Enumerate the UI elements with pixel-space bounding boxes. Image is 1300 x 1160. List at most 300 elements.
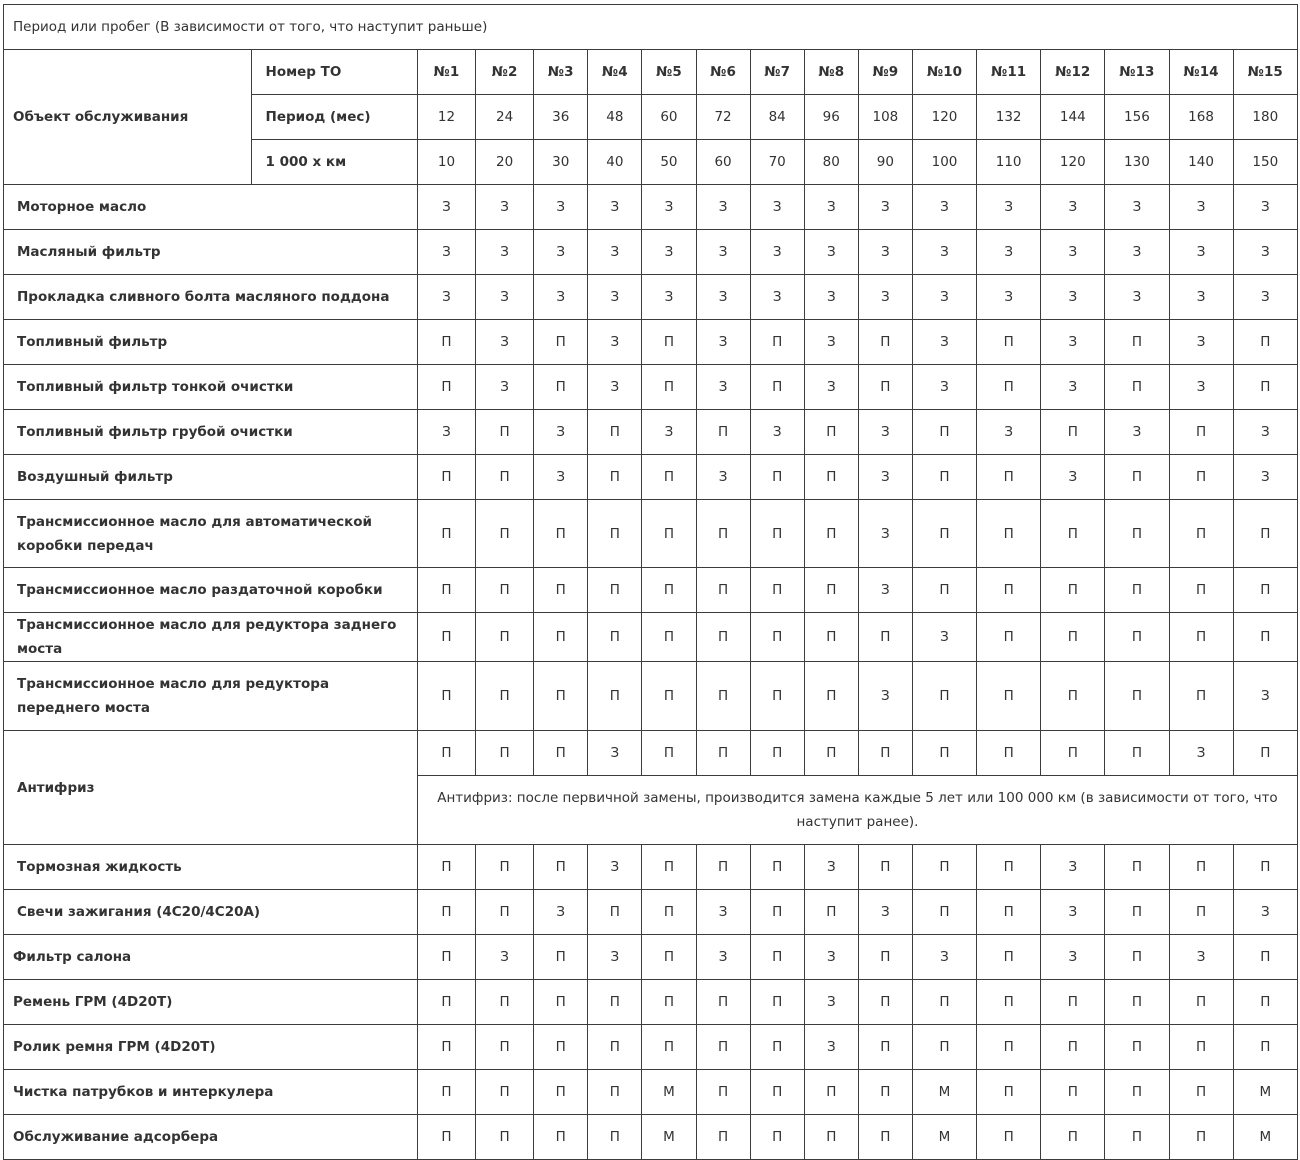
schedule-cell: З xyxy=(534,410,588,455)
schedule-cell: П xyxy=(642,500,696,568)
schedule-cell: П xyxy=(1105,455,1169,500)
schedule-cell: З xyxy=(1041,890,1105,935)
schedule-cell: П xyxy=(1233,1025,1297,1070)
schedule-cell: З xyxy=(696,275,750,320)
schedule-cell: П xyxy=(1041,1025,1105,1070)
schedule-cell: П xyxy=(1105,662,1169,731)
schedule-cell: П xyxy=(1105,1070,1169,1115)
schedule-cell: П xyxy=(1041,1115,1105,1160)
schedule-cell: П xyxy=(588,500,642,568)
schedule-cell: З xyxy=(804,365,858,410)
km-cell: 120 xyxy=(1041,140,1105,185)
schedule-cell: П xyxy=(1105,320,1169,365)
to-number-cell: №2 xyxy=(476,50,534,95)
schedule-cell: П xyxy=(1233,500,1297,568)
row-label: Тормозная жидкость xyxy=(4,845,418,890)
schedule-cell: П xyxy=(1041,662,1105,731)
row-label: Ремень ГРМ (4D20T) xyxy=(4,980,418,1025)
table-row xyxy=(4,568,1298,613)
schedule-cell: П xyxy=(1041,731,1105,776)
schedule-cell: З xyxy=(588,935,642,980)
schedule-cell: П xyxy=(1169,1025,1233,1070)
table-row xyxy=(4,935,1298,980)
schedule-cell: З xyxy=(1105,275,1169,320)
schedule-cell: П xyxy=(476,980,534,1025)
schedule-cell: З xyxy=(912,230,976,275)
schedule-cell: З xyxy=(417,185,475,230)
schedule-cell: П xyxy=(534,1025,588,1070)
period-cell: 180 xyxy=(1233,95,1297,140)
schedule-cell: З xyxy=(417,410,475,455)
schedule-cell: П xyxy=(977,568,1041,613)
schedule-cell: П xyxy=(417,890,475,935)
period-caption: Период или пробег (В зависимости от того, что наступит раньше) xyxy=(4,5,1298,50)
schedule-cell: П xyxy=(476,890,534,935)
schedule-cell: П xyxy=(588,1115,642,1160)
to-number-cell: №8 xyxy=(804,50,858,95)
maintenance-schedule xyxy=(3,4,1298,1160)
period-label: Период (мес) xyxy=(251,95,417,140)
schedule-cell: П xyxy=(858,320,912,365)
km-cell: 20 xyxy=(476,140,534,185)
schedule-cell: П xyxy=(912,1025,976,1070)
schedule-cell: П xyxy=(750,890,804,935)
schedule-cell: П xyxy=(1233,365,1297,410)
schedule-cell: П xyxy=(534,568,588,613)
schedule-cell: П xyxy=(642,1025,696,1070)
table-row xyxy=(4,890,1298,935)
km-cell: 140 xyxy=(1169,140,1233,185)
to-number-cell: №11 xyxy=(977,50,1041,95)
row-label: Свечи зажигания (4С20/4С20А) xyxy=(4,890,418,935)
table-row xyxy=(4,275,1298,320)
schedule-cell: З xyxy=(858,500,912,568)
schedule-cell: П xyxy=(858,845,912,890)
schedule-cell: З xyxy=(642,275,696,320)
schedule-cell: З xyxy=(750,410,804,455)
schedule-cell: З xyxy=(1041,230,1105,275)
schedule-cell: П xyxy=(534,731,588,776)
schedule-cell: П xyxy=(1169,1115,1233,1160)
schedule-cell: П xyxy=(417,935,475,980)
schedule-cell: П xyxy=(1169,845,1233,890)
period-cell: 84 xyxy=(750,95,804,140)
row-label: Чистка патрубков и интеркулера xyxy=(4,1070,418,1115)
schedule-cell: П xyxy=(476,731,534,776)
schedule-cell: З xyxy=(696,455,750,500)
schedule-cell: П xyxy=(1233,320,1297,365)
schedule-cell: П xyxy=(417,662,475,731)
schedule-cell: П xyxy=(476,613,534,662)
schedule-cell: П xyxy=(642,890,696,935)
row-label: Трансмиссионное масло раздаточной коробки xyxy=(4,568,418,613)
to-number-cell: №3 xyxy=(534,50,588,95)
schedule-cell: П xyxy=(417,365,475,410)
schedule-cell: З xyxy=(642,230,696,275)
schedule-cell: П xyxy=(1169,613,1233,662)
schedule-cell: З xyxy=(977,185,1041,230)
table-row xyxy=(4,1115,1298,1160)
antifreeze-note: Антифриз: после первичной замены, производится замена каждые 5 лет или 100 000 км (в зависимости от того, что наступит ранее). xyxy=(417,776,1297,845)
period-cell: 156 xyxy=(1105,95,1169,140)
schedule-cell: З xyxy=(1041,845,1105,890)
period-cell: 144 xyxy=(1041,95,1105,140)
table-row xyxy=(4,731,1298,776)
table-row xyxy=(4,185,1298,230)
schedule-cell: З xyxy=(804,230,858,275)
schedule-cell: П xyxy=(1105,1115,1169,1160)
schedule-cell: П xyxy=(588,890,642,935)
to-number-cell: №7 xyxy=(750,50,804,95)
schedule-cell: П xyxy=(1105,365,1169,410)
km-label: 1 000 х км xyxy=(251,140,417,185)
period-cell: 72 xyxy=(696,95,750,140)
schedule-cell: П xyxy=(534,365,588,410)
schedule-cell: З xyxy=(534,185,588,230)
schedule-cell: П xyxy=(417,845,475,890)
schedule-cell: З xyxy=(1169,320,1233,365)
schedule-cell: З xyxy=(1233,275,1297,320)
schedule-cell: П xyxy=(750,1025,804,1070)
schedule-cell: П xyxy=(417,731,475,776)
schedule-cell: З xyxy=(417,230,475,275)
schedule-cell: З xyxy=(912,275,976,320)
schedule-cell: П xyxy=(696,613,750,662)
table-row xyxy=(4,365,1298,410)
to-number-cell: №9 xyxy=(858,50,912,95)
schedule-cell: П xyxy=(977,320,1041,365)
period-cell: 36 xyxy=(534,95,588,140)
schedule-cell: П xyxy=(534,662,588,731)
schedule-cell: М xyxy=(642,1070,696,1115)
table-row xyxy=(4,500,1298,568)
km-cell: 10 xyxy=(417,140,475,185)
schedule-cell: П xyxy=(1105,845,1169,890)
schedule-cell: П xyxy=(858,1070,912,1115)
schedule-cell: П xyxy=(750,1115,804,1160)
schedule-cell: П xyxy=(588,662,642,731)
schedule-cell: З xyxy=(1233,185,1297,230)
schedule-cell: З xyxy=(804,935,858,980)
schedule-cell: П xyxy=(642,935,696,980)
schedule-cell: П xyxy=(642,455,696,500)
schedule-cell: П xyxy=(476,568,534,613)
schedule-cell: П xyxy=(696,662,750,731)
schedule-cell: З xyxy=(858,568,912,613)
schedule-cell: П xyxy=(750,980,804,1025)
period-cell: 108 xyxy=(858,95,912,140)
schedule-cell: П xyxy=(642,980,696,1025)
row-label: Трансмиссионное масло для автоматической коробки передач xyxy=(4,500,418,568)
schedule-cell: З xyxy=(912,935,976,980)
schedule-cell: З xyxy=(534,890,588,935)
schedule-cell: П xyxy=(977,1115,1041,1160)
schedule-cell: П xyxy=(476,410,534,455)
schedule-cell: П xyxy=(750,662,804,731)
schedule-cell: З xyxy=(858,275,912,320)
table-row xyxy=(4,845,1298,890)
schedule-cell: П xyxy=(977,613,1041,662)
schedule-cell: П xyxy=(534,1115,588,1160)
schedule-cell: З xyxy=(588,320,642,365)
schedule-cell: П xyxy=(696,410,750,455)
row-label: Обслуживание адсорбера xyxy=(4,1115,418,1160)
schedule-cell: П xyxy=(858,935,912,980)
to-number-cell: №14 xyxy=(1169,50,1233,95)
schedule-cell: З xyxy=(588,230,642,275)
schedule-cell: П xyxy=(534,500,588,568)
schedule-cell: З xyxy=(476,935,534,980)
schedule-cell: З xyxy=(642,410,696,455)
km-cell: 110 xyxy=(977,140,1041,185)
schedule-cell: П xyxy=(1169,410,1233,455)
schedule-cell: П xyxy=(534,613,588,662)
schedule-cell: П xyxy=(417,568,475,613)
schedule-cell: З xyxy=(588,275,642,320)
schedule-cell: П xyxy=(1169,662,1233,731)
schedule-cell: З xyxy=(858,662,912,731)
km-cell: 40 xyxy=(588,140,642,185)
schedule-cell: П xyxy=(1105,613,1169,662)
schedule-cell: З xyxy=(804,320,858,365)
schedule-cell: П xyxy=(750,500,804,568)
schedule-cell: П xyxy=(696,1070,750,1115)
schedule-cell: П xyxy=(1041,980,1105,1025)
km-cell: 150 xyxy=(1233,140,1297,185)
schedule-cell: П xyxy=(1105,568,1169,613)
to-number-cell: №10 xyxy=(912,50,976,95)
schedule-cell: П xyxy=(476,500,534,568)
schedule-cell: П xyxy=(696,980,750,1025)
schedule-cell: П xyxy=(417,980,475,1025)
schedule-cell: З xyxy=(804,185,858,230)
schedule-cell: П xyxy=(476,662,534,731)
schedule-cell: П xyxy=(1105,935,1169,980)
period-cell: 120 xyxy=(912,95,976,140)
row-label: Моторное масло xyxy=(4,185,418,230)
schedule-cell: З xyxy=(977,275,1041,320)
schedule-cell: П xyxy=(642,320,696,365)
schedule-cell: П xyxy=(588,1025,642,1070)
schedule-cell: П xyxy=(642,365,696,410)
period-cell: 12 xyxy=(417,95,475,140)
schedule-cell: П xyxy=(1169,568,1233,613)
schedule-cell: П xyxy=(588,980,642,1025)
schedule-cell: З xyxy=(476,275,534,320)
schedule-cell: М xyxy=(912,1115,976,1160)
schedule-cell: П xyxy=(534,935,588,980)
schedule-cell: З xyxy=(750,185,804,230)
schedule-cell: П xyxy=(1105,731,1169,776)
to-number-cell: №6 xyxy=(696,50,750,95)
period-cell: 96 xyxy=(804,95,858,140)
schedule-cell: П xyxy=(1041,613,1105,662)
schedule-cell: П xyxy=(1233,568,1297,613)
row-label: Трансмиссионное масло для редуктора переднего моста xyxy=(4,662,418,731)
schedule-cell: П xyxy=(977,935,1041,980)
schedule-cell: М xyxy=(642,1115,696,1160)
to-number-cell: №5 xyxy=(642,50,696,95)
km-cell: 130 xyxy=(1105,140,1169,185)
schedule-cell: З xyxy=(912,365,976,410)
schedule-cell: П xyxy=(476,455,534,500)
schedule-cell: З xyxy=(1169,185,1233,230)
schedule-cell: П xyxy=(750,568,804,613)
km-cell: 60 xyxy=(696,140,750,185)
schedule-cell: П xyxy=(804,613,858,662)
to-number-label: Номер ТО xyxy=(251,50,417,95)
schedule-cell: П xyxy=(417,1070,475,1115)
schedule-cell: П xyxy=(1169,980,1233,1025)
km-cell: 80 xyxy=(804,140,858,185)
schedule-cell: П xyxy=(696,731,750,776)
schedule-cell: З xyxy=(1041,185,1105,230)
schedule-cell: З xyxy=(696,935,750,980)
schedule-cell: З xyxy=(1233,662,1297,731)
schedule-cell: П xyxy=(1233,731,1297,776)
schedule-cell: З xyxy=(750,275,804,320)
schedule-cell: З xyxy=(476,365,534,410)
schedule-cell: П xyxy=(1233,613,1297,662)
to-number-cell: №12 xyxy=(1041,50,1105,95)
schedule-cell: П xyxy=(804,410,858,455)
schedule-cell: З xyxy=(588,365,642,410)
table-row xyxy=(4,1025,1298,1070)
schedule-cell: П xyxy=(750,845,804,890)
schedule-cell: П xyxy=(750,731,804,776)
schedule-cell: П xyxy=(1169,455,1233,500)
schedule-cell: П xyxy=(534,845,588,890)
schedule-cell: З xyxy=(804,275,858,320)
row-label: Воздушный фильтр xyxy=(4,455,418,500)
schedule-cell: П xyxy=(858,1025,912,1070)
km-cell: 70 xyxy=(750,140,804,185)
schedule-cell: П xyxy=(858,731,912,776)
schedule-cell: П xyxy=(977,1070,1041,1115)
schedule-cell: П xyxy=(696,568,750,613)
schedule-cell: П xyxy=(476,1025,534,1070)
schedule-cell: З xyxy=(1233,890,1297,935)
period-cell: 168 xyxy=(1169,95,1233,140)
schedule-cell: П xyxy=(417,500,475,568)
schedule-cell: З xyxy=(804,845,858,890)
schedule-cell: П xyxy=(476,1115,534,1160)
schedule-cell: П xyxy=(696,845,750,890)
schedule-cell: З xyxy=(534,275,588,320)
schedule-cell: П xyxy=(588,410,642,455)
schedule-cell: П xyxy=(534,980,588,1025)
schedule-cell: З xyxy=(1105,230,1169,275)
schedule-cell: П xyxy=(588,568,642,613)
schedule-cell: П xyxy=(977,1025,1041,1070)
row-label: Топливный фильтр тонкой очистки xyxy=(4,365,418,410)
schedule-cell: З xyxy=(977,410,1041,455)
row-label: Масляный фильтр xyxy=(4,230,418,275)
schedule-cell: З xyxy=(1169,275,1233,320)
schedule-cell: З xyxy=(912,320,976,365)
schedule-cell: П xyxy=(912,845,976,890)
schedule-cell: З xyxy=(476,230,534,275)
schedule-cell: П xyxy=(912,455,976,500)
schedule-cell: З xyxy=(476,320,534,365)
schedule-cell: З xyxy=(858,455,912,500)
table-row xyxy=(4,662,1298,731)
schedule-cell: П xyxy=(696,500,750,568)
schedule-cell: П xyxy=(1041,410,1105,455)
row-label: Топливный фильтр грубой очистки xyxy=(4,410,418,455)
schedule-cell: М xyxy=(912,1070,976,1115)
schedule-cell: З xyxy=(696,365,750,410)
table-row xyxy=(4,1070,1298,1115)
schedule-cell: П xyxy=(1041,500,1105,568)
schedule-cell: М xyxy=(1233,1070,1297,1115)
schedule-cell: З xyxy=(588,845,642,890)
schedule-cell: З xyxy=(804,1025,858,1070)
schedule-cell: П xyxy=(588,1070,642,1115)
schedule-cell: З xyxy=(858,230,912,275)
schedule-cell: З xyxy=(1041,935,1105,980)
schedule-cell: З xyxy=(977,230,1041,275)
schedule-cell: П xyxy=(912,890,976,935)
schedule-cell: П xyxy=(696,1115,750,1160)
schedule-cell: П xyxy=(1105,500,1169,568)
table-row xyxy=(4,980,1298,1025)
schedule-cell: З xyxy=(1169,935,1233,980)
schedule-cell: П xyxy=(1041,1070,1105,1115)
schedule-cell: З xyxy=(804,980,858,1025)
schedule-cell: П xyxy=(1169,890,1233,935)
to-number-cell: №4 xyxy=(588,50,642,95)
schedule-cell: З xyxy=(1169,365,1233,410)
schedule-cell: П xyxy=(858,365,912,410)
schedule-cell: П xyxy=(750,935,804,980)
schedule-cell: М xyxy=(1233,1115,1297,1160)
schedule-cell: З xyxy=(1041,275,1105,320)
schedule-cell: П xyxy=(1105,980,1169,1025)
period-cell: 24 xyxy=(476,95,534,140)
schedule-cell: П xyxy=(912,410,976,455)
row-label: Прокладка сливного болта масляного поддона xyxy=(4,275,418,320)
schedule-cell: З xyxy=(642,185,696,230)
schedule-cell: П xyxy=(417,455,475,500)
to-number-cell: №1 xyxy=(417,50,475,95)
schedule-cell: П xyxy=(750,365,804,410)
schedule-cell: П xyxy=(804,890,858,935)
schedule-cell: З xyxy=(1105,185,1169,230)
schedule-cell: П xyxy=(977,980,1041,1025)
schedule-cell: З xyxy=(858,185,912,230)
schedule-cell: П xyxy=(750,613,804,662)
schedule-cell: З xyxy=(696,320,750,365)
schedule-cell: П xyxy=(977,890,1041,935)
schedule-cell: П xyxy=(912,980,976,1025)
schedule-cell: П xyxy=(476,1070,534,1115)
schedule-cell: З xyxy=(1233,455,1297,500)
to-number-cell: №13 xyxy=(1105,50,1169,95)
schedule-cell: П xyxy=(858,1115,912,1160)
schedule-cell: П xyxy=(588,455,642,500)
schedule-cell: П xyxy=(750,1070,804,1115)
schedule-cell: З xyxy=(696,890,750,935)
schedule-cell: П xyxy=(642,613,696,662)
row-label: Антифриз xyxy=(4,731,418,845)
schedule-cell: П xyxy=(1233,980,1297,1025)
table-row xyxy=(4,410,1298,455)
schedule-cell: П xyxy=(858,613,912,662)
schedule-cell: П xyxy=(977,365,1041,410)
schedule-cell: З xyxy=(1169,230,1233,275)
schedule-cell: П xyxy=(417,613,475,662)
